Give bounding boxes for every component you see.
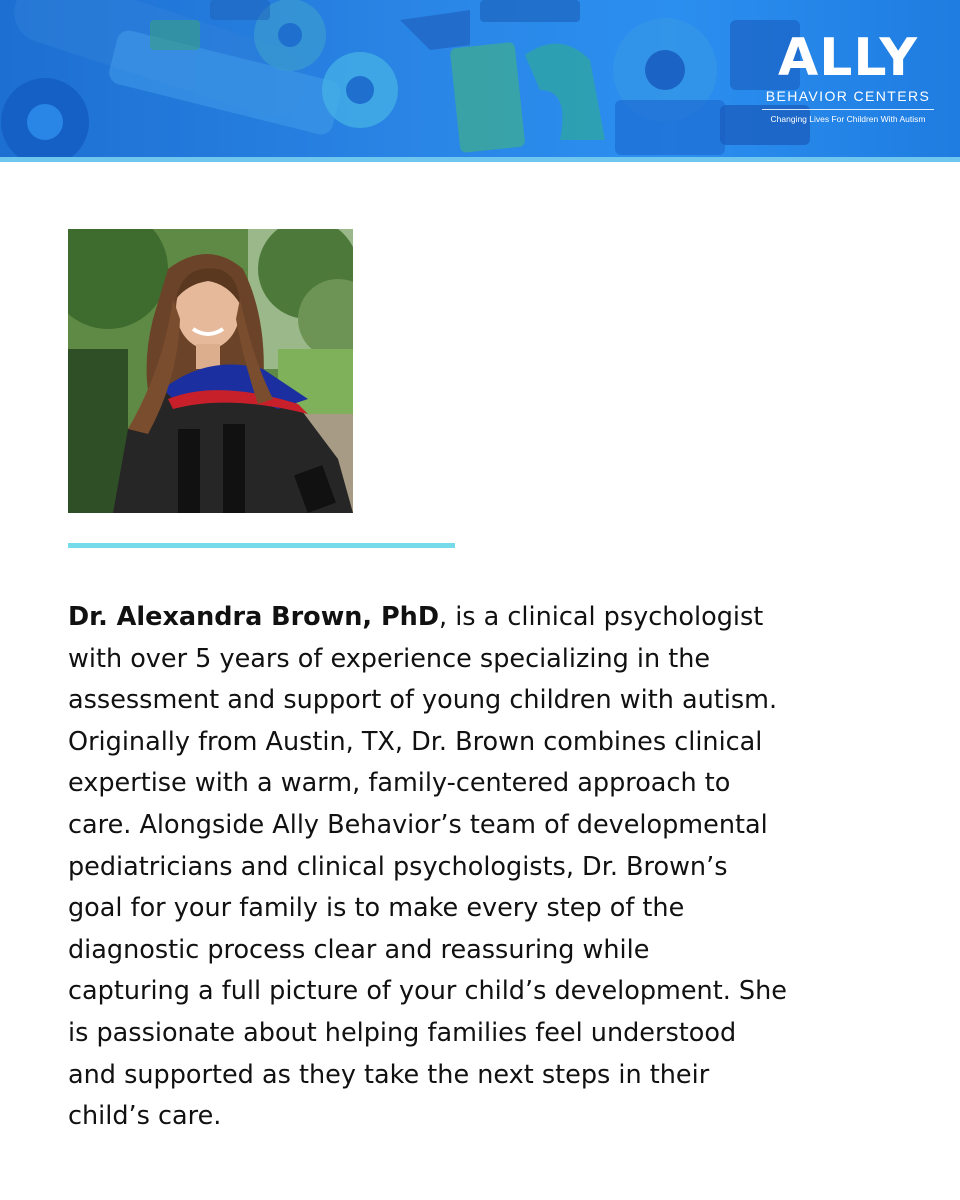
header-accent-line [0,157,960,162]
bio-line: goal for your family is to make every step of the [68,893,685,924]
doctor-name: Dr. Alexandra Brown, PhD [68,602,439,632]
bio-line: expertise with a warm, family-centered approach to [68,768,731,799]
bio-line: assessment and support of young children with autism. [68,685,778,716]
bio-paragraph [68,597,918,1138]
brand-logo [758,30,938,124]
bio-line: pediatricians and clinical psychologists, Dr. Brown’s [68,851,728,882]
bio-line: and supported as they take the next steps in their [68,1059,710,1090]
header-banner [0,0,960,157]
bio-line: diagnostic process clear and reassuring while [68,934,650,965]
brand-subtitle: BEHAVIOR CENTERS [765,88,931,104]
bio-line: is passionate about helping families feel understood [68,1017,737,1048]
brand-rule [762,109,934,110]
brand-name: ALLY [777,28,919,88]
bio-line-1-rest: , is a clinical psychologist [438,602,764,632]
bio-line: child’s care. [68,1101,222,1132]
bio-line: care. Alongside Ally Behavior’s team of developmental [68,809,768,840]
profile-photo [68,229,353,513]
section-divider [68,543,455,548]
bio-line: capturing a full picture of your child’s development. She [68,976,787,1007]
bio-line: with over 5 years of experience specializing in the [68,643,711,674]
bio-line: Originally from Austin, TX, Dr. Brown combines clinical [68,726,763,757]
bio-line-1 [68,597,918,639]
brand-tagline: Changing Lives For Children With Autism [770,114,926,124]
